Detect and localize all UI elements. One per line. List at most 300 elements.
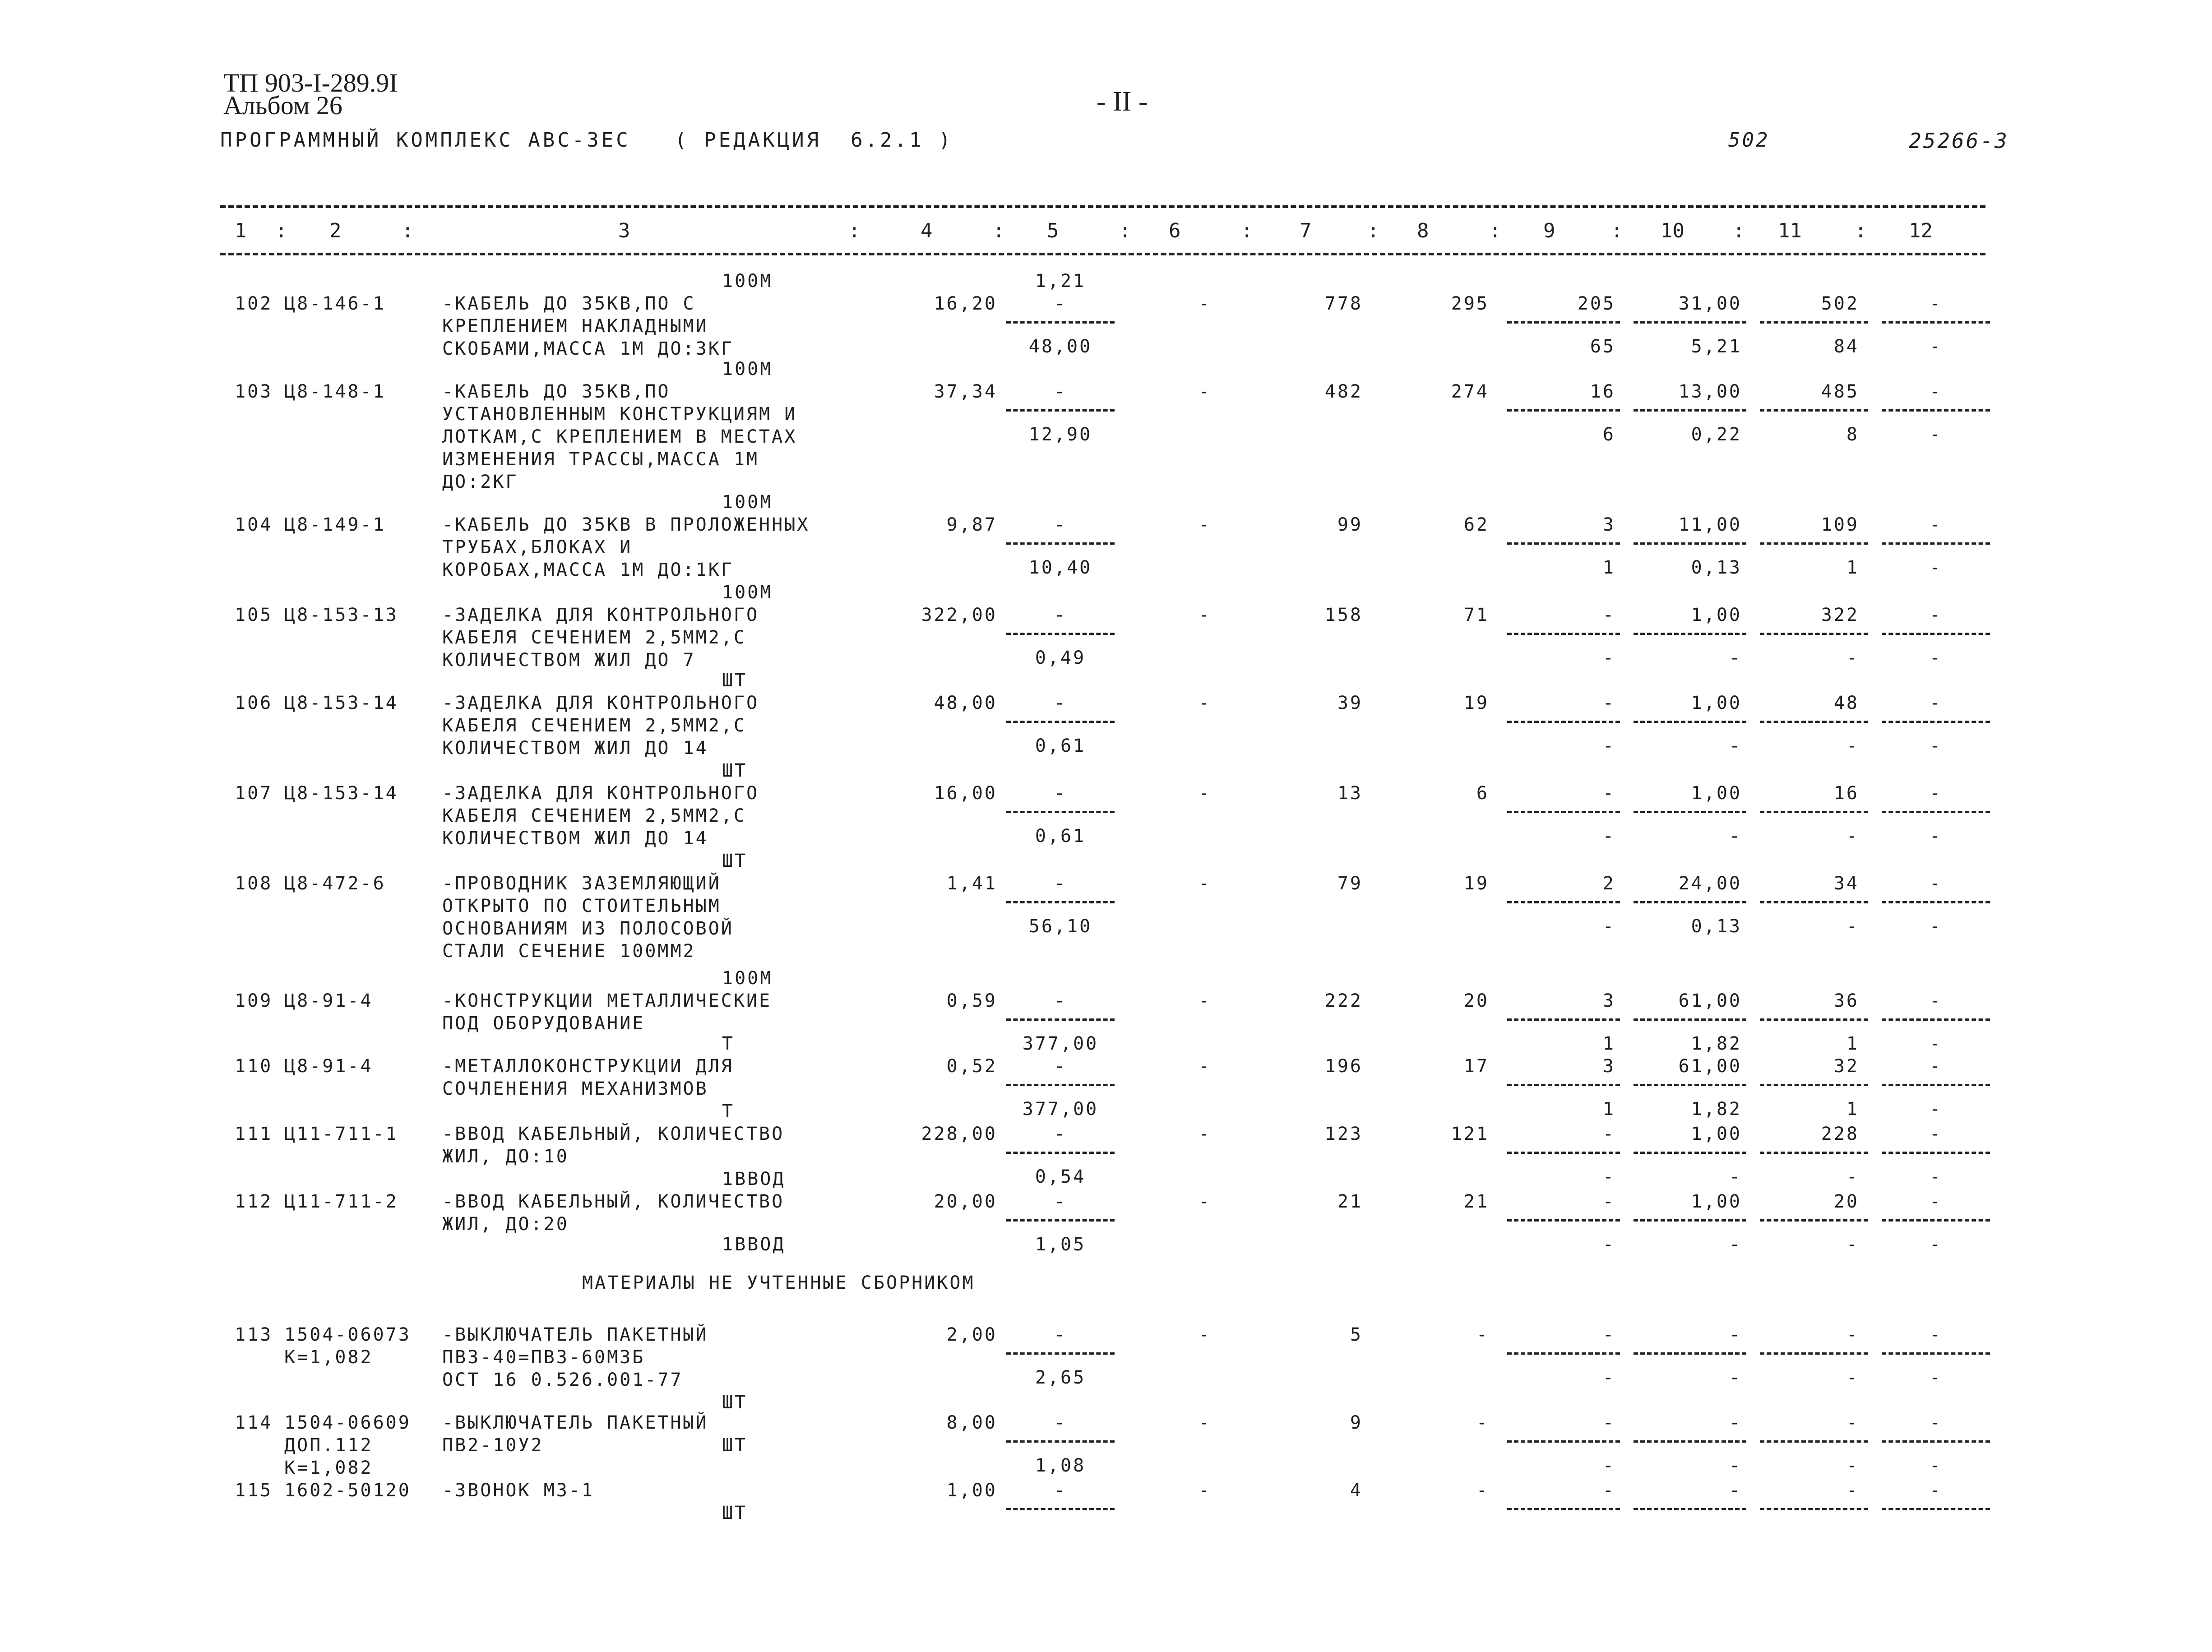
col5-value: - xyxy=(1054,990,1067,1011)
unit-label: 1ВВОД xyxy=(722,1234,786,1255)
cell-divider xyxy=(1634,721,1746,723)
col5-value: - xyxy=(1054,605,1067,625)
col12-bottom-value: - xyxy=(1929,916,1943,937)
col-header-10: 10 xyxy=(1661,219,1684,242)
work-name-line: ОСТ 16 0.526.001-77 xyxy=(442,1370,683,1390)
col10-top-value: 1,00 xyxy=(1691,783,1742,804)
col4-quantity: 322,00 xyxy=(921,605,997,625)
cell-divider xyxy=(1006,321,1115,324)
col12-top-value: - xyxy=(1929,1412,1943,1433)
row-number: 104 xyxy=(235,514,273,535)
col12-bottom-value: - xyxy=(1929,557,1943,578)
col-sep: : xyxy=(1489,219,1501,242)
work-name-line: УСТАНОВЛЕННЫМ КОНСТРУКЦИЯМ И xyxy=(442,404,797,425)
unit-label: ШТ xyxy=(722,760,748,781)
col9-top-value: - xyxy=(1602,1191,1615,1212)
cell-divider xyxy=(1634,409,1746,412)
col12-bottom-value: - xyxy=(1929,736,1943,756)
col4-quantity: 1,00 xyxy=(946,1480,997,1501)
cell-divider xyxy=(1760,633,1868,635)
work-name-line: СКОБАМИ,МАССА 1М ДО:3КГ xyxy=(442,338,734,359)
col10-bottom-value: 0,13 xyxy=(1691,916,1742,937)
col-header-5: 5 xyxy=(1047,219,1059,242)
col7-value: 196 xyxy=(1324,1056,1363,1077)
col11-top-value: 109 xyxy=(1821,514,1859,535)
cell-divider xyxy=(1634,1018,1746,1021)
col-header-4: 4 xyxy=(921,219,933,242)
row-number: 110 xyxy=(235,1056,273,1077)
col7-value: 39 xyxy=(1337,693,1363,713)
col-sep: : xyxy=(1733,219,1745,242)
col11-top-value: 48 xyxy=(1833,693,1859,713)
cell-divider xyxy=(1760,1440,1868,1443)
col7-value: 123 xyxy=(1324,1124,1363,1144)
work-name-line: -ПРОВОДНИК ЗАЗЕМЛЯЮЩИЙ xyxy=(442,873,721,894)
cell-divider xyxy=(1634,811,1746,813)
col11-top-value: 32 xyxy=(1833,1056,1859,1077)
work-name-line: ПОД ОБОРУДОВАНИЕ xyxy=(442,1013,645,1034)
col-header-7: 7 xyxy=(1300,219,1312,242)
col12-bottom-value: - xyxy=(1929,1099,1943,1120)
col12-top-value: - xyxy=(1929,783,1943,804)
cell-divider xyxy=(1760,1084,1868,1086)
cell-divider xyxy=(1882,1219,1990,1222)
section-title: МАТЕРИАЛЫ НЕ УЧТЕННЫЕ СБОРНИКОМ xyxy=(582,1273,975,1293)
col9-top-value: 3 xyxy=(1602,514,1615,535)
cell-divider xyxy=(1507,1084,1620,1086)
col12-bottom-value: - xyxy=(1929,1455,1943,1476)
col12-bottom-value: - xyxy=(1929,1367,1943,1388)
col-sep: : xyxy=(1119,219,1131,242)
col11-bottom-value: - xyxy=(1846,1166,1859,1187)
col5-value: - xyxy=(1054,1324,1067,1345)
col4-quantity: 228,00 xyxy=(921,1124,997,1144)
cell-divider xyxy=(1634,1508,1746,1510)
row-number: 106 xyxy=(235,693,273,713)
work-name-line: КОЛИЧЕСТВОМ ЖИЛ ДО 7 xyxy=(442,650,696,671)
col9-bottom-value: - xyxy=(1602,916,1615,937)
col10-top-value: 24,00 xyxy=(1678,873,1742,894)
col-sep: : xyxy=(1855,219,1867,242)
work-name-line: -КАБЕЛЬ ДО 35КВ,ПО xyxy=(442,381,671,402)
work-name-line: -ЗАДЕЛКА ДЛЯ КОНТРОЛЬНОГО xyxy=(442,783,759,804)
col6-value: - xyxy=(1198,381,1212,402)
work-name-line: ИЗМЕНЕНИЯ ТРАССЫ,МАССА 1М xyxy=(442,449,759,470)
price-code: Ц11-711-1 xyxy=(284,1124,398,1144)
cell-divider xyxy=(1006,542,1115,545)
work-name-line: -ВЫКЛЮЧАТЕЛЬ ПАКЕТНЫЙ xyxy=(442,1324,708,1345)
col11-top-value: 322 xyxy=(1821,605,1859,625)
page-number: - II - xyxy=(1097,86,1148,117)
col11-top-value: 34 xyxy=(1833,873,1859,894)
work-name-line: КАБЕЛЯ СЕЧЕНИЕМ 2,5ММ2,С xyxy=(442,715,746,736)
col9-bottom-value: - xyxy=(1602,648,1615,668)
price-code: Ц8-91-4 xyxy=(284,1056,373,1077)
col7-value: 778 xyxy=(1324,293,1363,314)
col9-top-value: - xyxy=(1602,1324,1615,1345)
col9-bottom-value: - xyxy=(1602,736,1615,756)
col5-value: - xyxy=(1054,783,1067,804)
col10-bottom-value: - xyxy=(1729,1367,1742,1388)
col10-bottom-value: - xyxy=(1729,736,1742,756)
col-sep: : xyxy=(848,219,861,242)
col6-value: - xyxy=(1198,514,1212,535)
work-name-line: КОЛИЧЕСТВОМ ЖИЛ ДО 14 xyxy=(442,828,708,849)
col4-quantity: 20,00 xyxy=(934,1191,997,1212)
cell-divider xyxy=(1760,321,1868,324)
unit-label: 1ВВОД xyxy=(722,1169,786,1189)
col6-value: - xyxy=(1198,1056,1212,1077)
col9-bottom-value: - xyxy=(1602,1367,1615,1388)
cell-divider xyxy=(1760,542,1868,545)
cell-divider xyxy=(1634,1219,1746,1222)
cell-divider xyxy=(1882,1084,1990,1086)
cell-divider xyxy=(1760,1352,1868,1355)
price-code: Ц8-153-14 xyxy=(284,693,398,713)
col4-quantity: 0,59 xyxy=(946,990,997,1011)
col4-quantity: 37,34 xyxy=(934,381,997,402)
col11-bottom-value: - xyxy=(1846,1455,1859,1476)
cell-divider xyxy=(1507,409,1620,412)
col5-value: - xyxy=(1054,693,1067,713)
work-name-line: -КОНСТРУКЦИИ МЕТАЛЛИЧЕСКИЕ xyxy=(442,990,772,1011)
col5-value: - xyxy=(1054,873,1067,894)
col10-bottom-value: 0,22 xyxy=(1691,424,1742,445)
price-code: Ц8-149-1 xyxy=(284,514,386,535)
col10-bottom-value: 1,82 xyxy=(1691,1033,1742,1054)
col-header-8: 8 xyxy=(1417,219,1429,242)
price-code-extra: ДОП.112 xyxy=(284,1435,373,1456)
col9-bottom-value: - xyxy=(1602,826,1615,847)
col5-bottom-value: 10,40 xyxy=(1028,557,1092,578)
work-name-line: КОРОБАХ,МАССА 1М ДО:1КГ xyxy=(442,560,734,580)
cell-divider xyxy=(1760,409,1868,412)
unit-label: ШТ xyxy=(722,1503,748,1523)
col5-value: - xyxy=(1054,1056,1067,1077)
cell-divider xyxy=(1882,1508,1990,1510)
col10-bottom-value: - xyxy=(1729,1455,1742,1476)
cell-divider xyxy=(1006,811,1115,813)
col11-top-value: 485 xyxy=(1821,381,1859,402)
col-header-11: 11 xyxy=(1778,219,1802,242)
col12-top-value: - xyxy=(1929,605,1943,625)
col4-quantity: 0,52 xyxy=(946,1056,997,1077)
col10-top-value: 31,00 xyxy=(1678,293,1742,314)
col6-value: - xyxy=(1198,1480,1212,1501)
row-number: 109 xyxy=(235,990,273,1011)
col5-bottom-value: 56,10 xyxy=(1028,916,1092,937)
col12-bottom-value: - xyxy=(1929,1033,1943,1054)
row-number: 114 xyxy=(235,1412,273,1433)
col9-bottom-value: 1 xyxy=(1602,1099,1615,1120)
col12-top-value: - xyxy=(1929,1191,1943,1212)
col12-bottom-value: - xyxy=(1929,1234,1943,1255)
col10-top-value: 1,00 xyxy=(1691,1124,1742,1144)
unit-label: 100М xyxy=(722,582,773,603)
price-code: 1504-06073 xyxy=(284,1324,411,1345)
price-code: 1602-50120 xyxy=(284,1480,411,1501)
col8-value: 21 xyxy=(1463,1191,1489,1212)
unit-label: Т xyxy=(722,1033,735,1054)
cell-divider xyxy=(1634,633,1746,635)
col-header-2: 2 xyxy=(329,219,342,242)
cell-divider xyxy=(1006,409,1115,412)
price-code-extra: К=1,082 xyxy=(284,1458,373,1478)
table-top-rule xyxy=(220,205,1985,208)
work-name-line: ПВ3-40=ПВ3-60М3Б xyxy=(442,1347,645,1368)
col10-top-value: 13,00 xyxy=(1678,381,1742,402)
col7-value: 5 xyxy=(1350,1324,1363,1345)
col9-bottom-value: - xyxy=(1602,1166,1615,1187)
col9-top-value: - xyxy=(1602,1480,1615,1501)
work-name-line: КОЛИЧЕСТВОМ ЖИЛ ДО 14 xyxy=(442,738,708,759)
cell-divider xyxy=(1507,721,1620,723)
col-sep: : xyxy=(993,219,1005,242)
doc-code: ТП 903-I-289.9I xyxy=(223,68,398,97)
col6-value: - xyxy=(1198,693,1212,713)
work-name-line: -ВВОД КАБЕЛЬНЫЙ, КОЛИЧЕСТВО xyxy=(442,1124,785,1144)
work-name-line: -КАБЕЛЬ ДО 35КВ В ПРОЛОЖЕННЫХ xyxy=(442,514,810,535)
col11-bottom-value: 84 xyxy=(1833,336,1859,357)
work-name-line: ДО:2КГ xyxy=(442,472,518,492)
work-name-line: ПВ2-10У2 xyxy=(442,1435,544,1456)
cell-divider xyxy=(1507,1440,1620,1443)
work-name-line: СОЧЛЕНЕНИЯ МЕХАНИЗМОВ xyxy=(442,1078,708,1099)
cell-divider xyxy=(1634,901,1746,903)
price-code-extra: К=1,082 xyxy=(284,1347,373,1368)
unit-label: 100М xyxy=(722,968,773,989)
col9-top-value: 16 xyxy=(1590,381,1615,402)
col11-top-value: - xyxy=(1846,1412,1859,1433)
col8-value: 20 xyxy=(1463,990,1489,1011)
cell-divider xyxy=(1760,1018,1868,1021)
col10-bottom-value: - xyxy=(1729,1166,1742,1187)
col11-top-value: 20 xyxy=(1833,1191,1859,1212)
col6-value: - xyxy=(1198,605,1212,625)
col9-top-value: 2 xyxy=(1602,873,1615,894)
work-name-line: СТАЛИ СЕЧЕНИЕ 100ММ2 xyxy=(442,941,696,962)
col11-top-value: - xyxy=(1846,1480,1859,1501)
col6-value: - xyxy=(1198,990,1212,1011)
col11-top-value: 16 xyxy=(1833,783,1859,804)
col8-value: 121 xyxy=(1451,1124,1489,1144)
col-header-3: 3 xyxy=(618,219,630,242)
col11-top-value: 502 xyxy=(1821,293,1859,314)
cell-divider xyxy=(1006,1084,1115,1086)
cell-divider xyxy=(1882,1152,1990,1154)
col12-top-value: - xyxy=(1929,693,1943,713)
unit-label: ШТ xyxy=(722,670,748,691)
work-name-line: ОСНОВАНИЯМ ИЗ ПОЛОСОВОЙ xyxy=(442,918,734,939)
col11-bottom-value: 1 xyxy=(1846,1033,1859,1054)
row-number: 111 xyxy=(235,1124,273,1144)
col7-value: 158 xyxy=(1324,605,1363,625)
col12-top-value: - xyxy=(1929,1124,1943,1144)
cell-divider xyxy=(1634,542,1746,545)
cell-divider xyxy=(1882,811,1990,813)
work-name-line: -ЗАДЕЛКА ДЛЯ КОНТРОЛЬНОГО xyxy=(442,693,759,713)
col5-bottom-value: 0,61 xyxy=(1035,826,1086,847)
unit-label: 100М xyxy=(722,359,773,379)
col11-bottom-value: - xyxy=(1846,648,1859,668)
work-name-line: -МЕТАЛЛОКОНСТРУКЦИИ ДЛЯ xyxy=(442,1056,734,1077)
cell-divider xyxy=(1634,1440,1746,1443)
col6-value: - xyxy=(1198,1191,1212,1212)
col9-top-value: - xyxy=(1602,783,1615,804)
work-name-line: КАБЕЛЯ СЕЧЕНИЕМ 2,5ММ2,С xyxy=(442,627,746,648)
col5-bottom-value: 0,49 xyxy=(1035,648,1086,668)
cell-divider xyxy=(1006,1508,1115,1510)
col8-value: 17 xyxy=(1463,1056,1489,1077)
unit-label: ШТ xyxy=(722,851,748,871)
unit-label: ШТ xyxy=(722,1392,748,1413)
album-label: Альбом 26 xyxy=(223,91,342,120)
col5-value: - xyxy=(1054,381,1067,402)
col5-bottom-value: 48,00 xyxy=(1028,336,1092,357)
col4-quantity: 16,00 xyxy=(934,783,997,804)
col10-bottom-value: 0,13 xyxy=(1691,557,1742,578)
col-header-1: 1 xyxy=(235,219,247,242)
col12-top-value: - xyxy=(1929,1480,1943,1501)
unit-label: 100М xyxy=(722,492,773,513)
unit-label: Т xyxy=(722,1101,735,1122)
price-code: Ц8-91-4 xyxy=(284,990,373,1011)
cell-divider xyxy=(1507,1152,1620,1154)
col-sep: : xyxy=(1611,219,1623,242)
col8-value: 19 xyxy=(1463,693,1489,713)
cell-divider xyxy=(1882,1352,1990,1355)
col-sep: : xyxy=(402,219,414,242)
col12-bottom-value: - xyxy=(1929,336,1943,357)
cell-divider xyxy=(1882,633,1990,635)
col5-bottom-value: 0,54 xyxy=(1035,1166,1086,1187)
col5-bottom-value: 377,00 xyxy=(1022,1099,1099,1120)
cell-divider xyxy=(1006,721,1115,723)
col8-value: - xyxy=(1476,1412,1489,1433)
cell-divider xyxy=(1634,1084,1746,1086)
table-head-rule xyxy=(220,253,1985,255)
col6-value: - xyxy=(1198,293,1212,314)
col12-top-value: - xyxy=(1929,293,1943,314)
col-header-9: 9 xyxy=(1543,219,1555,242)
cell-divider xyxy=(1882,901,1990,903)
col-header-6: 6 xyxy=(1169,219,1181,242)
col10-bottom-value: - xyxy=(1729,826,1742,847)
cell-divider xyxy=(1006,1219,1115,1222)
col5-value: - xyxy=(1054,514,1067,535)
col-sep: : xyxy=(1367,219,1379,242)
cell-divider xyxy=(1006,1018,1115,1021)
col12-top-value: - xyxy=(1929,514,1943,535)
col8-value: - xyxy=(1476,1324,1489,1345)
cell-divider xyxy=(1760,721,1868,723)
col12-top-value: - xyxy=(1929,990,1943,1011)
cell-divider xyxy=(1882,1440,1990,1443)
col9-bottom-value: 6 xyxy=(1602,424,1615,445)
row-number: 112 xyxy=(235,1191,273,1212)
col10-bottom-value: 1,82 xyxy=(1691,1099,1742,1120)
col5-value: - xyxy=(1054,1412,1067,1433)
col8-value: - xyxy=(1476,1480,1489,1501)
col10-top-value: 1,00 xyxy=(1691,1191,1742,1212)
work-name-line: -КАБЕЛЬ ДО 35КВ,ПО С xyxy=(442,293,696,314)
col5-bottom-value: 1,08 xyxy=(1035,1455,1086,1476)
cell-divider xyxy=(1760,1152,1868,1154)
work-name-line: КРЕПЛЕНИЕМ НАКЛАДНЫМИ xyxy=(442,316,708,337)
cell-divider xyxy=(1507,811,1620,813)
work-name-line: ЖИЛ, ДО:20 xyxy=(442,1214,569,1235)
row-number: 115 xyxy=(235,1480,273,1501)
cell-divider xyxy=(1760,811,1868,813)
cell-divider xyxy=(1507,321,1620,324)
work-name-line: ТРУБАХ,БЛОКАХ И xyxy=(442,537,633,558)
col11-top-value: 228 xyxy=(1821,1124,1859,1144)
col4-quantity: 48,00 xyxy=(934,693,997,713)
col10-top-value: 1,00 xyxy=(1691,693,1742,713)
col7-value: 79 xyxy=(1337,873,1363,894)
col12-bottom-value: - xyxy=(1929,424,1943,445)
col9-top-value: 3 xyxy=(1602,1056,1615,1077)
col11-bottom-value: 8 xyxy=(1846,424,1859,445)
col5-bottom-value: 0,61 xyxy=(1035,736,1086,756)
row-number: 102 xyxy=(235,293,273,314)
cell-divider xyxy=(1882,409,1990,412)
col12-top-value: - xyxy=(1929,1324,1943,1345)
col5-bottom-value: 1,05 xyxy=(1035,1234,1086,1255)
col5-bottom-value: 377,00 xyxy=(1022,1033,1099,1054)
col11-top-value: 36 xyxy=(1833,990,1859,1011)
price-code: Ц8-146-1 xyxy=(284,293,386,314)
col11-bottom-value: - xyxy=(1846,736,1859,756)
cell-divider xyxy=(1882,1018,1990,1021)
col12-bottom-value: - xyxy=(1929,648,1943,668)
col8-value: 62 xyxy=(1463,514,1489,535)
col6-value: - xyxy=(1198,1324,1212,1345)
col5-value: - xyxy=(1054,1191,1067,1212)
price-code: Ц8-148-1 xyxy=(284,381,386,402)
col12-bottom-value: - xyxy=(1929,1166,1943,1187)
row-number: 105 xyxy=(235,605,273,625)
col11-top-value: - xyxy=(1846,1324,1859,1345)
col10-top-value: - xyxy=(1729,1480,1742,1501)
col6-value: - xyxy=(1198,873,1212,894)
row-number: 108 xyxy=(235,873,273,894)
col10-top-value: - xyxy=(1729,1324,1742,1345)
col12-bottom-value: - xyxy=(1929,826,1943,847)
work-name-line: -ВВОД КАБЕЛЬНЫЙ, КОЛИЧЕСТВО xyxy=(442,1191,785,1212)
cell-divider xyxy=(1882,321,1990,324)
cell-divider xyxy=(1006,633,1115,635)
code-right-2: 25266-3 xyxy=(1909,129,2009,153)
col9-top-value: - xyxy=(1602,605,1615,625)
col11-bottom-value: 1 xyxy=(1846,557,1859,578)
col8-value: 6 xyxy=(1476,783,1489,804)
col10-bottom-value: - xyxy=(1729,648,1742,668)
col5-value: - xyxy=(1054,1480,1067,1501)
unit-label: ШТ xyxy=(722,1435,748,1456)
price-code: Ц8-153-13 xyxy=(284,605,398,625)
col4-quantity: 8,00 xyxy=(946,1412,997,1433)
col8-value: 19 xyxy=(1463,873,1489,894)
col7-value: 99 xyxy=(1337,514,1363,535)
col6-value: - xyxy=(1198,783,1212,804)
col9-bottom-value: 65 xyxy=(1590,336,1615,357)
col4-quantity: 2,00 xyxy=(946,1324,997,1345)
col6-value: - xyxy=(1198,1412,1212,1433)
cell-divider xyxy=(1634,1152,1746,1154)
col10-bottom-value: 5,21 xyxy=(1691,336,1742,357)
cell-divider xyxy=(1006,1440,1115,1443)
